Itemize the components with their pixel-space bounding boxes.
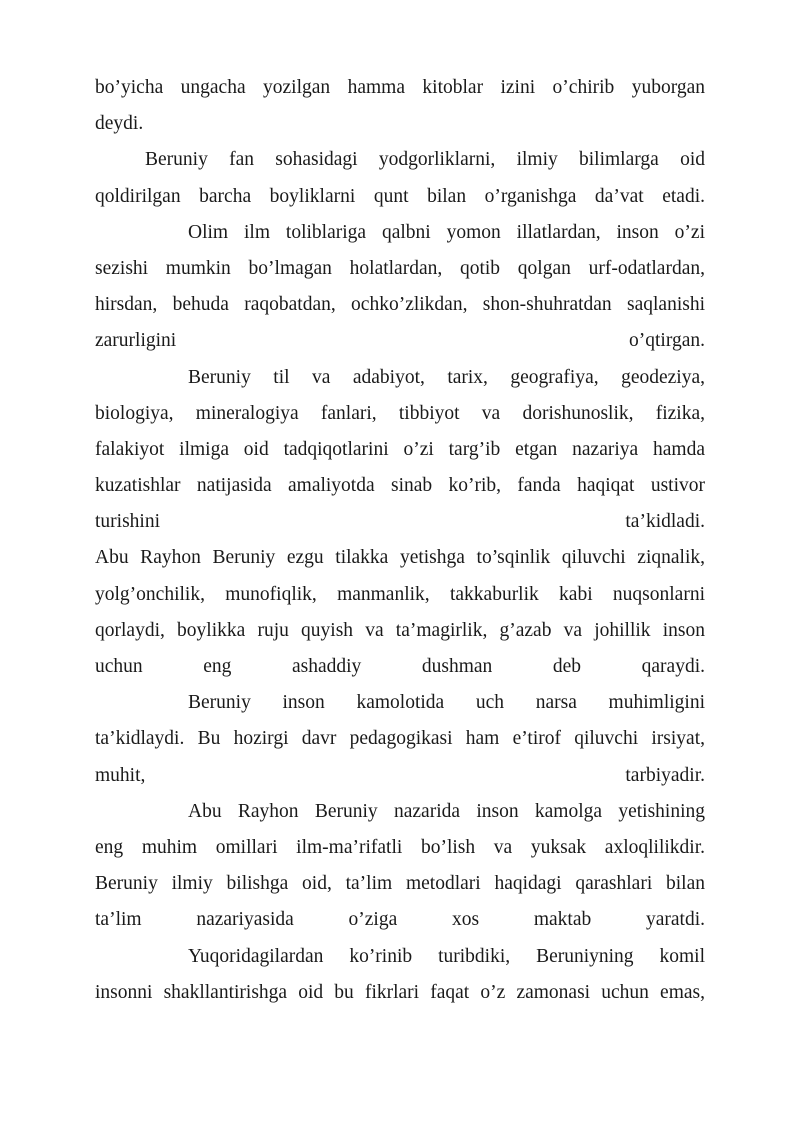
text-line: qoldirilgan barcha boyliklarni qunt bilan o’rganishga da’vat etadi.	[95, 185, 705, 207]
text-line: falakiyot ilmiga oid tadqiqotlarini o’zi targ’ib etgan nazariya hamda	[95, 438, 705, 460]
text-line: Beruniy fan sohasidagi yodgorliklarni, ilmiy bilimlarga oid	[145, 149, 705, 171]
text-line: biologiya, mineralogiya fanlari, tibbiyot va dorishunoslik, fizika,	[95, 402, 705, 424]
text-line: hirsdan, behuda raqobatdan, ochko’zlikdan, shon-shuhratdan saqlanishi	[95, 294, 705, 316]
document-body	[95, 70, 705, 1011]
text-line: yolg’onchilik, munofiqlik, manmanlik, takkaburlik kabi nuqsonlarni	[95, 583, 705, 605]
text-line: qorlaydi, boylikka ruju quyish va ta’magirlik, g’azab va johillik inson	[95, 619, 705, 641]
text-line: bo’yicha ungacha yozilgan hamma kitoblar izini o’chirib yuborgan	[95, 77, 705, 98]
text-line: uchun eng ashaddiy dushman deb qaraydi.	[95, 656, 705, 677]
text-line: insonni shakllantirishga oid bu fikrlari faqat o’z zamonasi uchun emas,	[95, 981, 705, 1003]
text-line: Abu Rayhon Beruniy nazarida inson kamolga yetishining	[188, 800, 705, 822]
text-line: turishini ta’kidladi.	[95, 511, 705, 533]
text-line: deydi.	[95, 113, 144, 135]
text-line: Olim ilm toliblariga qalbni yomon illatlardan, inson o’zi	[188, 221, 705, 243]
text-line: ta’kidlaydi. Bu hozirgi davr pedagogikasi ham e’tirof qiluvchi irsiyat,	[95, 728, 705, 750]
text-line: sezishi mumkin bo’lmagan holatlardan, qotib qolgan urf-odatlardan,	[95, 257, 705, 279]
text-line: Abu Rayhon Beruniy ezgu tilakka yetishga to’sqinlik qiluvchi ziqnalik,	[95, 547, 705, 569]
text-line: Beruniy til va adabiyot, tarix, geografiya, geodeziya,	[188, 366, 705, 388]
text-line: muhit, tarbiyadir.	[95, 764, 705, 786]
text-line: eng muhim omillari ilm-ma’rifatli bo’lish va yuksak axloqlilikdir.	[95, 836, 705, 858]
text-line: zarurligini o’qtirgan.	[95, 330, 705, 352]
text-line: Yuqoridagilardan ko’rinib turibdiki, Beruniyning komil	[188, 945, 705, 967]
text-line: kuzatishlar natijasida amaliyotda sinab ko’rib, fanda haqiqat ustivor	[95, 475, 705, 497]
text-line: ta’lim nazariyasida o’ziga xos maktab yaratdi.	[95, 909, 705, 931]
text-line: Beruniy inson kamolotida uch narsa muhimligini	[188, 692, 705, 714]
text-line: Beruniy ilmiy bilishga oid, ta’lim metodlari haqidagi qarashlari bilan	[95, 873, 705, 895]
